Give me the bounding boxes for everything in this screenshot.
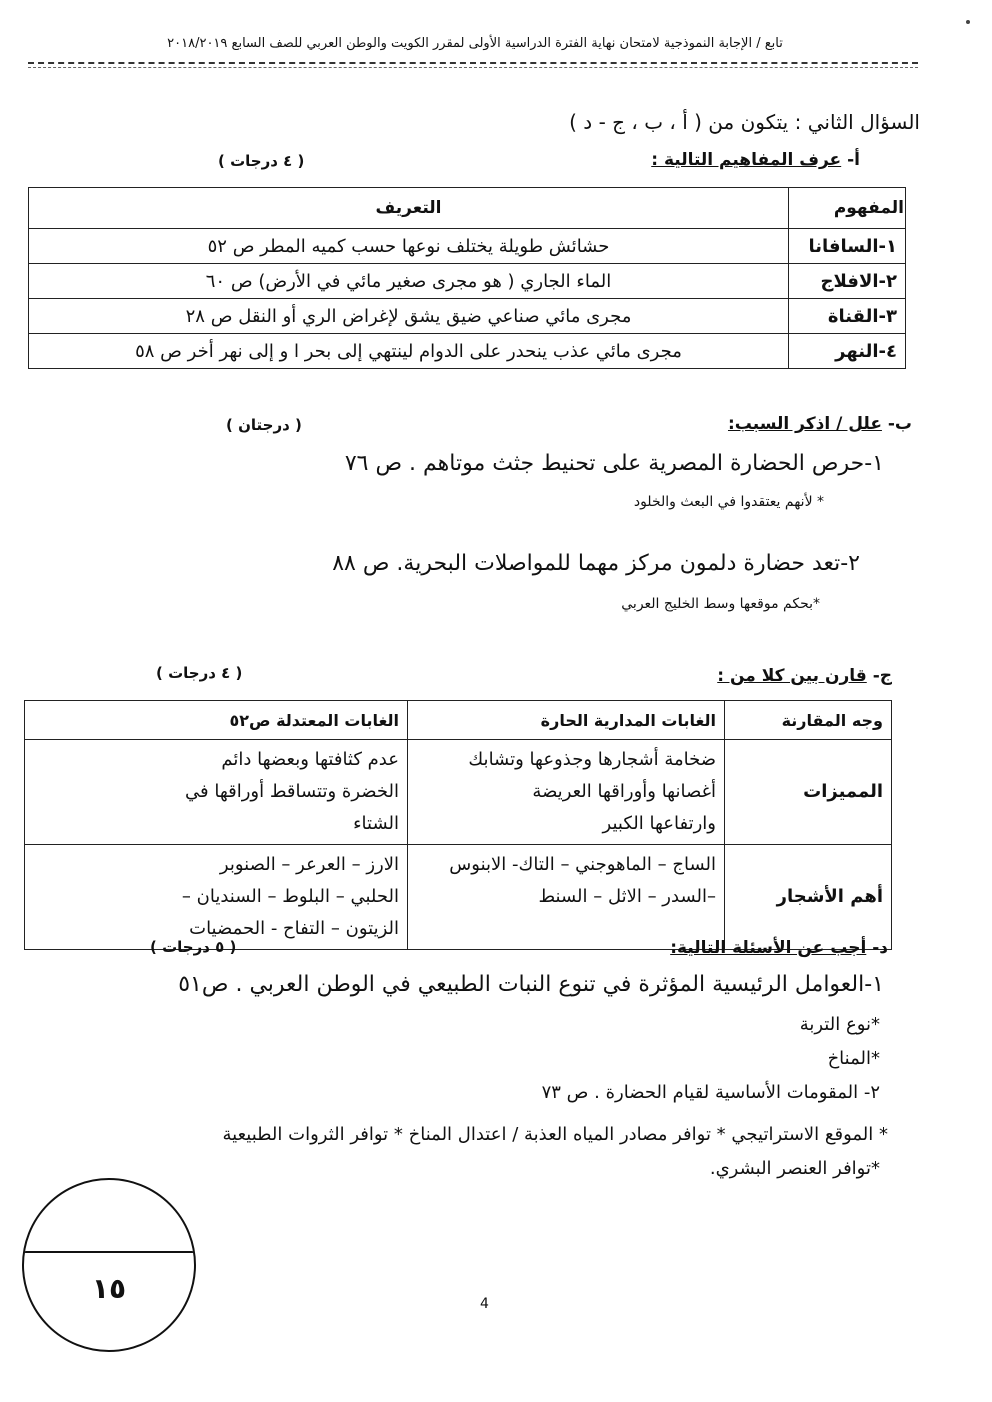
tropical-cell	[408, 740, 725, 845]
answer-2-item: *توافر العنصر البشري.	[709, 1158, 880, 1179]
section-b-letter: ب-	[887, 414, 912, 434]
temperate-cell	[25, 845, 408, 950]
score-circle-divider	[24, 1251, 194, 1253]
score-value: ١٥	[91, 1272, 127, 1305]
aspect-cell: المميزات	[725, 740, 892, 845]
table-row	[25, 740, 892, 845]
section-c-title: قارن بين كلا من :	[717, 666, 867, 686]
section-d-title: أجب عن الأسئلة التالية:	[670, 938, 867, 958]
aspect-cell: أهم الأشجار	[725, 845, 892, 950]
cell-line: عدم كثافتها وبعضها دائم	[221, 749, 399, 770]
cell-line: الزيتون – التفاح - الحمضيات	[189, 918, 399, 939]
cell-line: الارز – العرعر – الصنوبر	[219, 854, 399, 875]
answer-1-item: *المناخ	[827, 1048, 880, 1069]
temperate-column-header: الغابات المعتدلة ص٥٢	[25, 701, 408, 740]
cell-line: الخضرة وتتساقط أوراقها في	[185, 781, 399, 802]
cell-line: ضخامة أشجارها وجذوعها وتشابك	[468, 749, 716, 770]
reason-question-1: ١-حرص الحضارة المصرية على تحنيط جثث موتاهم . ص ٧٦	[344, 451, 884, 476]
definition-cell: مجرى مائي عذب ينحدر على الدوام لينتهي إلى بحر ا و إلى نهر أخر ص ٥٨	[29, 334, 789, 369]
score-circle	[22, 1178, 196, 1352]
concept-cell: ٣-القناة	[789, 299, 906, 334]
table-row	[29, 229, 906, 264]
concept-cell: ٢-الافلاج	[789, 264, 906, 299]
section-c-marks: ( ٤ درجات )	[156, 664, 243, 682]
section-a-marks: ( ٤ درجات )	[218, 152, 305, 170]
concepts-table-header	[29, 188, 906, 229]
section-b-marks: ( درجتان )	[226, 416, 302, 434]
cell-line: الشتاء	[353, 813, 399, 834]
temperate-cell	[25, 740, 408, 845]
cell-line: أغصانها وأوراقها العريضة	[532, 781, 716, 802]
concept-cell: ١-السافانا	[789, 229, 906, 264]
concepts-table	[28, 187, 906, 369]
question-title: السؤال الثاني : يتكون من ( أ ، ب ، ج - د )	[569, 110, 920, 134]
section-d-letter: د-	[872, 938, 888, 958]
comparison-table	[24, 700, 892, 950]
section-c-letter: ج-	[872, 666, 892, 686]
answer-2-item: * الموقع الاستراتيجي * توافر مصادر المياه العذبة / اعتدال المناخ * توافر الثروات الطبيعية	[222, 1124, 888, 1145]
definition-cell: الماء الجاري ( هو مجرى صغير مائي في الأرض) ص ٦٠	[29, 264, 789, 299]
page-number: 4	[480, 1296, 489, 1312]
section-b-title: علل / اذكر السبب:	[727, 414, 882, 434]
section-c-heading	[717, 666, 892, 686]
section-b-heading	[728, 414, 912, 434]
reason-answer-1: * لأنهم يعتقدوا في البعث والخلود	[633, 494, 824, 510]
reason-answer-2: *بحكم موقعها وسط الخليج العربي	[621, 596, 820, 612]
section-d-heading	[670, 938, 888, 958]
section-d-marks: ( ٥ درجات )	[150, 938, 237, 956]
cell-line: الحلبي – البلوط – السنديان –	[181, 886, 399, 907]
answer-question-2: ٢- المقومات الأساسية لقيام الحضارة . ص ٧٣	[541, 1082, 880, 1103]
table-row	[29, 299, 906, 334]
aspect-column-header: وجه المقارنة	[725, 701, 892, 740]
corner-mark	[966, 20, 970, 24]
concept-column-header: المفهوم	[789, 188, 906, 229]
definition-column-header: التعريف	[29, 188, 789, 229]
cell-line: –السدر – الاثل – السنط	[538, 886, 716, 907]
tropical-cell	[408, 845, 725, 950]
definition-cell: مجرى مائي صناعي ضيق يشق لإغراض الري أو النقل ص ٢٨	[29, 299, 789, 334]
section-a-title: عرف المفاهيم التالية :	[651, 150, 842, 170]
answer-question-1: ١-العوامل الرئيسية المؤثرة في تنوع النبات الطبيعي في الوطن العربي . ص٥١	[178, 972, 884, 997]
cell-line: الساج – الماهوجني – التاك- الابنوس	[449, 854, 716, 875]
cell-line: وارتفاعها الكبير	[602, 813, 716, 834]
table-row	[29, 264, 906, 299]
section-a-letter: أ-	[847, 150, 860, 170]
definition-cell: حشائش طويلة يختلف نوعها حسب كميه المطر ص ٥٢	[29, 229, 789, 264]
answer-1-item: *نوع التربة	[799, 1014, 880, 1035]
concept-cell: ٤-النهر	[789, 334, 906, 369]
comparison-table-header	[25, 701, 892, 740]
header-divider	[28, 62, 918, 64]
tropical-column-header: الغابات المدارية الحارة	[408, 701, 725, 740]
section-a-heading	[651, 150, 860, 170]
table-row	[29, 334, 906, 369]
page-header: تابع / الإجابة النموذجية لامتحان نهاية الفترة الدراسية الأولى لمقرر الكويت والوطن العربي للصف السابع ٢٠١٨/٢٠١٩	[167, 36, 783, 51]
reason-question-2: ٢-تعد حضارة دلمون مركز مهما للمواصلات البحرية. ص ٨٨	[332, 551, 860, 576]
header-divider-secondary	[28, 67, 918, 68]
table-row	[25, 845, 892, 950]
